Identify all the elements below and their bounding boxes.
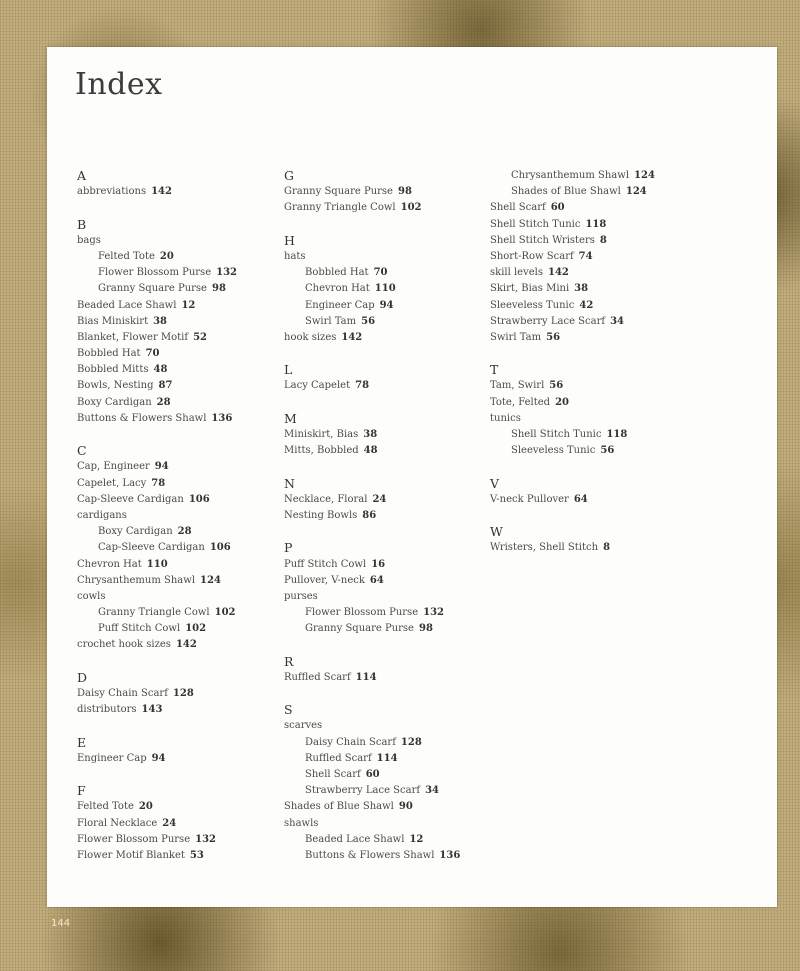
index-entry [77,832,237,848]
entry-page-number: 98 [418,623,433,635]
entry-page-number: 142 [151,186,172,198]
entry-page-number: 128 [400,736,422,748]
entry-term: Shell Stitch Tunic [490,218,581,230]
spacer [490,459,655,475]
index-entry [490,395,655,411]
spacer [284,346,460,362]
section-letter: T [490,362,499,378]
entry-term: Sleeveless Tunic [511,445,596,457]
entry-page-number: 56 [600,445,615,457]
entry-page-number: 94 [379,299,394,311]
index-entry [284,443,460,459]
entry-page-number: 34 [425,785,439,797]
index-entry [284,330,460,346]
entry-term: Bobbled Hat [305,267,369,279]
entry-term: Strawberry Lace Scarf [490,315,606,327]
index-entry [284,718,460,734]
index-entry [77,395,237,411]
entry-term: Chrysanthemum Shawl [511,170,630,181]
entry-term: Boxy Cardigan [77,396,152,408]
index-entry [77,330,237,346]
entry-page-number: 48 [363,445,378,457]
index-subentry [77,621,237,637]
index-entry [284,492,460,508]
spacer [284,637,460,653]
entry-page-number: 20 [159,250,174,262]
entry-page-number: 142 [341,331,363,343]
index-subentry [490,443,655,459]
entry-term: cowls [77,590,106,602]
entry-page-number: 124 [625,186,647,198]
section-letter: V [490,475,500,491]
index-entry [77,476,237,492]
entry-page-number: 136 [439,849,461,861]
entry-page-number: 124 [200,574,221,586]
entry-term: Granny Triangle Cowl [98,607,210,619]
section-letter: A [77,168,87,183]
entry-page-number: 56 [361,315,376,327]
entry-term: Ruffled Scarf [305,752,372,764]
entry-term: Chevron Hat [305,283,370,295]
entry-page-number: 102 [214,607,236,619]
entry-page-number: 102 [400,202,422,214]
entry-term: Blanket, Flower Motif [77,331,189,343]
entry-page-number: 38 [363,429,378,440]
entry-page-number: 110 [146,558,168,570]
entry-term: cardigans [77,509,127,521]
entry-term: Puff Stitch Cowl [98,623,181,635]
entry-term: Felted Tote [98,250,155,262]
index-subentry [284,848,460,864]
section-letter: L [284,362,293,378]
entry-page-number: 64 [573,493,588,505]
entry-term: Bowls, Nesting [77,380,154,392]
index-subentry [284,314,460,330]
index-subentry [284,783,460,799]
section-letter: F [77,783,86,799]
spacer [284,395,460,411]
section-letter: B [77,216,87,232]
entry-page-number: 20 [138,801,153,813]
entry-term: Lacy Capelet [284,380,351,392]
spacer [284,524,460,540]
index-column-3 [490,168,655,557]
index-entry [284,200,460,216]
entry-page-number: 52 [193,331,207,343]
entry-term: Beaded Lace Shawl [77,299,177,311]
index-entry [77,573,237,589]
entry-page-number: 132 [423,607,444,619]
entry-term: Daisy Chain Scarf [305,736,396,748]
entry-term: hats [284,250,306,262]
index-entry [490,233,655,249]
entry-page-number: 28 [177,526,192,538]
index-subentry [284,621,460,637]
entry-term: Swirl Tam [305,315,357,327]
entry-term: Granny Square Purse [98,283,207,295]
index-entry [77,751,237,767]
entry-term: Shell Stitch Tunic [511,429,602,440]
section-letter: D [77,669,88,685]
entry-term: Skirt, Bias Mini [490,283,570,295]
entry-page-number: 42 [579,299,594,311]
index-entry [284,508,460,524]
index-entry [490,330,655,346]
spacer [77,200,237,216]
entry-page-number: 142 [547,267,569,279]
entry-term: V-neck Pullover [490,493,569,505]
section-letter: E [77,734,87,750]
index-entry [77,799,237,815]
entry-term: Mitts, Bobbled [284,445,359,457]
index-entry [490,249,655,265]
index-entry [77,492,237,508]
index-subentry [284,298,460,314]
entry-term: Wristers, Shell Stitch [490,542,599,554]
entry-term: Granny Square Purse [284,186,393,198]
entry-page-number: 114 [355,671,377,683]
index-entry [490,217,655,233]
entry-page-number: 38 [574,283,589,295]
entry-term: skill levels [490,267,543,279]
spacer [284,459,460,475]
spacer [77,654,237,670]
section-letter: W [490,524,503,540]
entry-page-number: 74 [578,250,593,262]
entry-term: Puff Stitch Cowl [284,558,367,570]
entry-page-number: 53 [189,849,204,861]
entry-term: Shell Scarf [490,202,546,214]
entry-term: Sleeveless Tunic [490,299,575,311]
index-entry [77,557,237,573]
entry-page-number: 106 [209,542,231,554]
entry-page-number: 94 [151,752,166,764]
index-subentry [490,427,655,443]
index-entry [490,378,655,394]
entry-term: crochet hook sizes [77,639,171,651]
entry-term: Boxy Cardigan [98,526,173,538]
entry-term: Nesting Bowls [284,509,358,521]
section-letter: M [284,410,297,426]
index-entry [77,848,237,864]
index-subentry [77,265,237,281]
index-entry [77,702,237,718]
index-entry [490,265,655,281]
section-letter: P [284,540,293,556]
entry-term: Daisy Chain Scarf [77,688,168,699]
index-entry [77,233,237,249]
entry-term: Ruffled Scarf [284,671,351,683]
index-subentry [77,249,237,265]
entry-term: Cap, Engineer [77,461,150,473]
entry-term: tunics [490,412,521,424]
entry-page-number: 20 [555,396,569,408]
entry-term: Chrysanthemum Shawl [77,574,196,586]
entry-page-number: 24 [162,817,177,829]
index-subentry [284,735,460,751]
index-entry [77,346,237,362]
entry-term: Shell Stitch Wristers [490,234,595,246]
entry-page-number: 24 [372,493,387,505]
entry-page-number: 64 [369,574,384,586]
entry-term: Buttons & Flowers Shawl [77,412,207,424]
entry-term: Short-Row Scarf [490,250,574,262]
page-number: 144 [51,918,71,929]
entry-term: Beaded Lace Shawl [305,833,405,845]
entry-term: Flower Blossom Purse [98,267,212,279]
entry-term: Bias Miniskirt [77,315,149,327]
entry-term: Swirl Tam [490,331,542,343]
entry-page-number: 28 [156,396,171,408]
spacer [284,217,460,233]
spacer [77,718,237,734]
section-letter: R [284,653,294,669]
index-entry [77,637,237,653]
entry-term: Granny Square Purse [305,623,414,635]
index-subentry [284,832,460,848]
entry-term: Tote, Felted [490,396,551,408]
entry-term: Tam, Swirl [490,380,545,392]
index-entry [284,249,460,265]
entry-term: purses [284,590,318,602]
index-entry [490,492,655,508]
entry-page-number: 110 [374,283,396,295]
entry-term: Shell Scarf [305,768,361,780]
entry-term: Chevron Hat [77,558,142,570]
index-entry [284,557,460,573]
entry-page-number: 12 [409,833,424,845]
entry-page-number: 16 [371,558,386,570]
entry-page-number: 70 [145,348,160,360]
entry-page-number: 56 [546,331,561,343]
entry-term: Bobbled Hat [77,348,141,360]
entry-term: Shades of Blue Shawl [284,801,394,813]
index-entry [284,378,460,394]
index-subentry [77,540,237,556]
entry-term: shawls [284,817,319,829]
index-entry [284,799,460,815]
entry-term: Flower Blossom Purse [77,833,191,845]
entry-page-number: 98 [211,283,226,295]
index-subentry [490,184,655,200]
entry-term: Granny Triangle Cowl [284,202,396,214]
index-entry [77,184,237,200]
entry-page-number: 118 [585,218,607,230]
entry-term: Bobbled Mitts [77,364,149,376]
spacer [490,508,655,524]
index-entry [284,670,460,686]
entry-page-number: 12 [181,299,196,311]
entry-term: Cap-Sleeve Cardigan [98,542,205,554]
index-entry [284,427,460,443]
index-column-2 [284,168,460,864]
section-letter: C [77,443,87,459]
entry-term: Engineer Cap [77,752,147,764]
index-subentry [284,605,460,621]
entry-page-number: 78 [355,380,370,392]
entry-term: Engineer Cap [305,299,375,311]
entry-page-number: 38 [153,315,168,327]
entry-page-number: 34 [610,315,624,327]
index-entry [490,540,655,556]
section-letter: H [284,232,295,248]
index-entry [77,378,237,394]
entry-page-number: 114 [376,752,398,764]
index-entry [284,816,460,832]
entry-term: hook sizes [284,331,337,343]
entry-page-number: 86 [362,509,377,521]
spacer [490,346,655,362]
entry-term: Shades of Blue Shawl [511,186,621,198]
entry-term: Miniskirt, Bias [284,429,359,440]
index-entry [490,298,655,314]
index-subentry [284,751,460,767]
index-subentry [77,524,237,540]
index-entry [490,281,655,297]
entry-term: Cap-Sleeve Cardigan [77,493,184,505]
entry-page-number: 48 [153,364,168,376]
entry-term: scarves [284,720,323,732]
entry-page-number: 132 [216,267,237,279]
entry-term: abbreviations [77,186,147,198]
index-entry [77,816,237,832]
entry-page-number: 70 [373,267,388,279]
entry-term: Pullover, V-neck [284,574,365,586]
spacer [284,686,460,702]
entry-page-number: 8 [599,234,607,246]
entry-term: Necklace, Floral [284,493,368,505]
entry-term: distributors [77,704,137,716]
index-subentry [284,767,460,783]
index-entry [77,459,237,475]
entry-page-number: 94 [154,461,169,473]
entry-term: Flower Blossom Purse [305,607,419,619]
entry-term: bags [77,234,101,246]
index-entry [77,411,237,427]
section-letter: N [284,475,295,491]
entry-term: Floral Necklace [77,817,158,829]
index-page [47,47,777,907]
entry-page-number: 102 [185,623,207,635]
section-letter: G [284,168,294,183]
entry-page-number: 142 [175,639,197,651]
entry-page-number: 128 [172,688,194,699]
spacer [77,427,237,443]
entry-page-number: 60 [365,768,380,780]
entry-term: Buttons & Flowers Shawl [305,849,435,861]
entry-page-number: 87 [158,380,173,392]
entry-page-number: 78 [151,477,166,489]
entry-page-number: 143 [141,704,163,716]
entry-page-number: 98 [397,186,412,198]
index-column-1 [77,168,237,864]
spacer [77,767,237,783]
entry-page-number: 136 [211,412,233,424]
index-entry [77,589,237,605]
entry-term: Capelet, Lacy [77,477,147,489]
entry-page-number: 60 [550,202,565,214]
index-entry [490,314,655,330]
entry-page-number: 132 [195,833,216,845]
index-entry [77,314,237,330]
index-entry [77,686,237,702]
page-title: Index [75,67,163,102]
entry-page-number: 124 [634,170,655,181]
index-subentry [490,168,655,184]
entry-page-number: 56 [549,380,564,392]
entry-page-number: 8 [603,542,611,554]
index-entry [77,298,237,314]
index-entry [284,589,460,605]
entry-term: Strawberry Lace Scarf [305,785,421,797]
entry-page-number: 90 [398,801,413,813]
index-entry [77,362,237,378]
index-entry [284,184,460,200]
index-entry [77,508,237,524]
entry-term: Felted Tote [77,801,134,813]
index-subentry [77,281,237,297]
index-entry [284,573,460,589]
index-entry [490,411,655,427]
entry-page-number: 106 [188,493,210,505]
index-entry [490,200,655,216]
entry-term: Flower Motif Blanket [77,849,185,861]
index-subentry [77,605,237,621]
entry-page-number: 118 [606,429,628,440]
section-letter: S [284,702,293,718]
index-subentry [284,265,460,281]
index-subentry [284,281,460,297]
